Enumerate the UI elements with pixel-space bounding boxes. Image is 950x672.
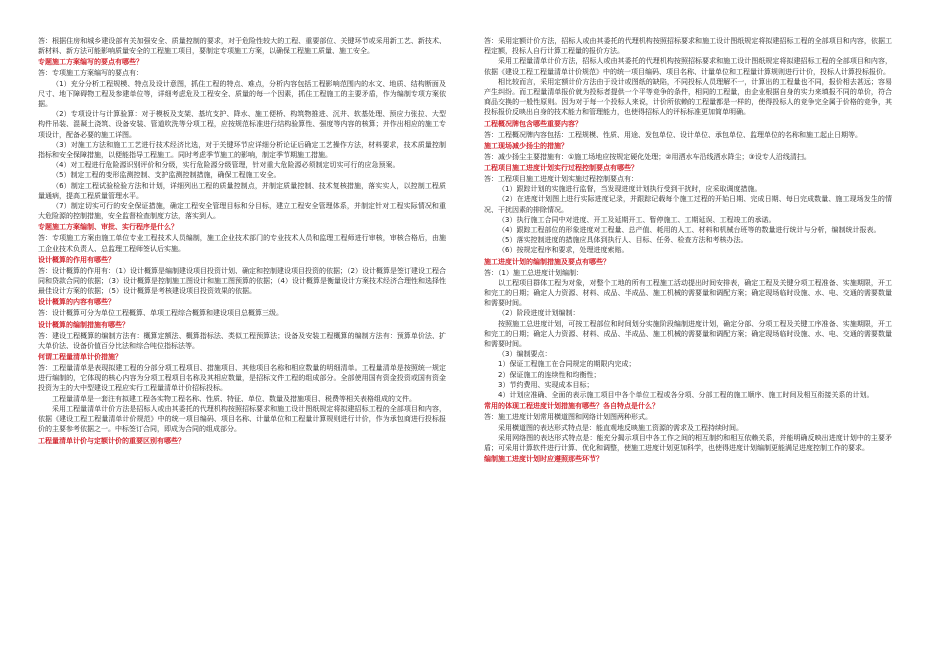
section-heading: 编制施工进度计划时应遵照那些环节？	[484, 455, 603, 464]
section-heading: 设计概算的编制措施有哪些？	[38, 320, 129, 329]
section-heading: 施工现场减少扬尘的措施？	[484, 141, 568, 150]
section-heading: 施工进度计划的编制措施及要点有哪些？	[484, 257, 610, 266]
paragraph: 采用横道图的表达形式特点是：能直观地反映施工资源的需求及工程持续时间。	[498, 423, 743, 432]
section-heading: 工程量清单计价与定额计价的重要区别有哪些？	[38, 436, 185, 445]
section-heading: 设计概算的内容有哪些？	[38, 298, 115, 307]
paragraph: （7）制定切实可行的安全保证措施，确定工程安全管理目标和分目标，建立工程安全管理体系，并制定针对工程实际情况和重大危险源的控制措施，安全监督检查制度方法，落实到人。	[38, 202, 446, 221]
paragraph: 采用网络图的表达形式特点是：能充分揭示项目中各工作之间的相互制约和相互依赖关系，并能明确反映出进度计划中的主要矛盾；可采用计算软件进行计算、优化和调整，使施工进度计划更加科学，也使得进度计划编制更能满足进度控制工作的要求。	[484, 433, 892, 452]
paragraph: 按照施工总进度计划，可按工程部位和时间划分实施阶段编制进度计划，确定分部、分项工程及关键工序准备、实施期限，开工和完工的日期；确定人力资源、材料、成品、半成品、施工机械的需要量和调配方案；确定现场临时设施、水、电、交通的需要数量和需要时间。	[484, 319, 892, 349]
paragraph: 工程量清单是一套注有拟建工程各实物工程名称、性质、特征、单位、数量及措施项目、税费等相关表格组成的文件。	[52, 394, 416, 403]
paragraph: （6）按规定程序和要求，处理进度索赔。	[498, 246, 629, 255]
paragraph: 答：施工进度计划常用横道图和网络计划图两种形式。	[484, 413, 652, 422]
paragraph: （4）跟踪工程部位的形象进度对工程量、总产值、耗用的人工、材料和机械台班等的数量进行统计与分析，编制统计报表。	[498, 226, 881, 235]
section-heading: 专题施工方案编写的要点有哪些？	[38, 58, 143, 67]
paragraph: 答：工程概况牌内容包括：工程规模、性质、用途、发包单位、设计单位、承包单位、监理单位的名称和施工起止日期等。	[484, 130, 862, 139]
paragraph: 采用工程量清单计价方法是招标人或由其委托的代理机构按照招标要求和施工设计图纸规定将拟建招标工程的全部项目和内容，依据《建设工程工程量清单计价规范》中的统一项目编码、项目名称、计量单位和工程量计算规则进行计价，作为承包商进行投标报价的主要参考依据之一。中标签订合同，即成为合同的组成部分。	[38, 404, 446, 434]
paragraph: 答：减少扬尘主要措施有：①施工场地应按规定硬化处理；②用洒水车沿线洒水降尘；③设专人沿线清扫。	[484, 152, 811, 161]
section-heading: 何谓工程量清单计价措施？	[38, 353, 122, 362]
paragraph: （1）跟踪计划的实施进行监督，当发现进度计划执行受到干扰时，应采取调度措施。	[498, 185, 762, 194]
paragraph: 以工程项目群体工程为对象，对整个工地的所有工程施工活动提出时间安排表，确定工程及关键分项工程准备、实施期限，开工和完工的日期；确定人力资源、材料、成品、半成品、施工机械的需要量和调配方案；确定现场临时设施、水、电、交通的需要数量和需要时间。	[484, 278, 892, 308]
paragraph: （3）执行施工合同中对进度、开工及延期开工、暂停施工、工期延误、工程竣工的承诺。	[498, 215, 776, 224]
right-column	[484, 36, 892, 465]
section-heading: 设计概算的作用有哪些？	[38, 255, 115, 264]
paragraph: 答：建设工程概算的编制方法有：概算定额法、概算指标法、类似工程预算法；设备及安装工程概算的编制方法有：预算单价法、扩大单价法、设备价值百分比法和综合吨位指标法等。	[38, 331, 446, 350]
paragraph: （2）阶段进度计划编制：	[498, 309, 580, 318]
paragraph: （3）编制要点：	[498, 350, 552, 359]
paragraph: （4）对工程进行危险源识别评价和分级，实行危险源分级管理，针对重大危险源必须制定切实可行的应急预案。	[52, 161, 400, 170]
paragraph: 答：专项施工方案编写的要点有：	[38, 69, 143, 78]
paragraph: 答：采用定额计价方法，招标人或由其委托的代理机构按照招标要求和施工设计图纸规定将拟建招标工程的全部项目和内容，依据工程定额，投标人自行计算工程量的报价方法。	[484, 37, 892, 56]
paragraph: 1）保证工程施工在合同规定的期限内完成；	[498, 360, 636, 369]
paragraph: 采用工程量清单计价方法，招标人或由其委托的代理机构按照招标要求和施工设计图纸规定将拟建招标工程的全部项目和内容，依据《建设工程工程量清单计价规范》中的统一项目编码、项目名称、计量单位和工程量计算规则进行计价，投标人计算投标报价。	[484, 57, 892, 76]
section-heading: 专题施工方案编制、审批、实行程序是什么？	[38, 223, 178, 232]
paragraph: 答：工程项目施工进度计划实施过程控制要点有：	[484, 175, 638, 184]
paragraph: 答：专项施工方案由施工单位专业工程技术人员编制，施工企业技术部门的专业技术人员和监理工程师进行审核，审核合格后，由施工企业技术负责人、总监理工程师签认后实施。	[38, 234, 446, 253]
paragraph: （5）制定工程的变形监测控制、支护监测控制措施，确保工程施工安全。	[52, 171, 281, 180]
paragraph: 4）计划应准确、全面的表示施工项目中各个单位工程或各分项、分部工程的施工顺序、施工时间及相互衔接关系的计划。	[498, 391, 874, 400]
paragraph: 答：工程量清单是表现拟建工程的分部分项工程项目、措施项目、其他项目名称和相应数量的明细清单。工程量清单是按照统一规定进行编制的，它体现的核心内容为分项工程项目名称及其相应数量，是招标文件工程的组成部分。全部使用国有资金投资或国有资金投资为主的大中型建设工程应实行工程量清单计价招标投标。	[38, 364, 446, 393]
paragraph: （2）专项设计与计算验算：对于模板及支架、基坑支护、降水、施工便桥、构筑物推进、沉井、软基处理、预应力张拉、大型构件吊装、混凝土浇筑、设备安装、管道吹洗等分项工程，应按规范标准进行结构验算性、强度等内容的核算；并作出相应的施工专项设计，配备必要的施工详图。	[38, 110, 446, 139]
section-heading: 工程项目施工进度计划实行过程控制要点有哪些？	[484, 164, 638, 173]
paragraph: （5）落实控制进度的措施应具体到执行人、目标、任务、检查方法和考核办法。	[498, 236, 748, 245]
paragraph: 答：（1）施工总进度计划编制：	[484, 268, 583, 277]
paragraph: （6）制定工程试验检验方法和计划，详细列出工程的质量控制点，并制定质量控制、技术复核措施，落实实人，以控制工程质量通病，提高工程质量管理水平。	[38, 181, 446, 200]
left-column	[38, 36, 446, 447]
section-heading: 常用的体现工程进度计划措施有哪些？各自特点是什么？	[484, 402, 659, 411]
section-heading: 工程概况牌包含哪些重要内容？	[484, 119, 582, 128]
paragraph: 相比较而言，采用定额计价方法由于设计或图纸的缺陷，不同投标人员理解不一，计算出的工程量也不同，报价相去甚远；容易产生纠纷。而工程量清单报价就为投标者提供一个平等竞争的条件，相同的工程量，由企业根据自身的实力来填报不同的单价，符合商品交换的一般性原则。因为对于每一个投标人来说，计价所依赖的工程量都是一样的，使得投标人的竞争完全属于价格的竞争，其投标报价反映出自身的技术能力和管理能力，也使得招标人的评标标准更加简单明确。	[484, 77, 892, 117]
paragraph: 2）保证施工的连续性和均衡性；	[498, 370, 601, 379]
paragraph: （1）充分分析工程规模、特点及设计意图，抓住工程的特点、难点，分析内容包括工程影响范围内的水文、地质、结构断面及尺寸、地下障碍物工程及参建单位等，详细考虑危及工程安全、质量的每一个因素，抓住工程施工的主要矛盾，作为编制专项方案依据。	[38, 79, 446, 109]
paragraph: 3）节约费用、实现成本目标；	[498, 380, 594, 389]
paragraph: （2）在进度计划图上进行实际进度记录，并跟踪记载每个施工过程的开始日期、完成日期、每日完成数量、施工现场发生的情况、干扰因素的排除情况。	[484, 195, 892, 214]
paragraph: 答：设计概算可分为单位工程概算、单项工程综合概算和建设项目总概算三级。	[38, 309, 283, 318]
paragraph: 答：根据住房和城乡建设部有关加强安全、质量控制的要求，对于危险性较大的工程、重要部位、关键环节或采用新工艺、新技术、新材料、新方法可能影响质量安全的工程施工项目，要制定专项施工方案，以确保工程施工质量、施工安全。	[38, 37, 446, 56]
paragraph: （3）对施工方法和施工工艺进行技术经济比选，对于关键环节应详细分析论证后确定工艺操作方法，材料要求，技术质量控制指标和安全保障措施，以便能指导工程施工。同时考虑季节施工的影响，制定季节期施工措施。	[38, 140, 446, 160]
paragraph: 答：设计概算的作用有：（1）设计概算是编制建设项目投资计划、确定和控制建设项目投资的依据；（2）设计概算是签订建设工程合同和贷款合同的依据；（3）设计概算是控制施工图设计和施工图预算的依据；（4）设计概算是衡量设计方案技术经济合理性和选择性最佳设计方案的依据；（5）设计概算是考核建设项目投资效果的依据。	[38, 266, 446, 296]
